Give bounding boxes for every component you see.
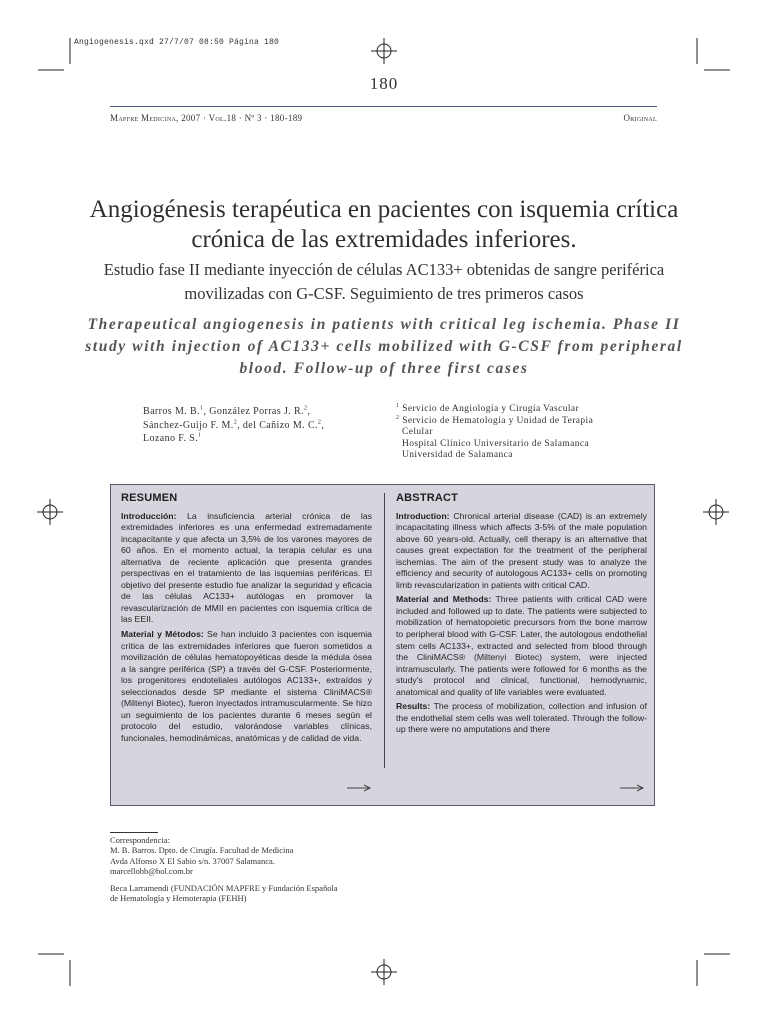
continue-arrow-icon: [619, 783, 645, 793]
author-name: del Cañizo M. C.: [242, 419, 318, 431]
author-name: Lozano F. S.: [143, 433, 199, 444]
affiliations: [396, 404, 656, 462]
abstract-methods: Material and Methods: Three patients with critical CAD were included and followed up to date. The patients were subjected to mobilization of hematopoietic precursors from the bone marrow to peripheral blood with G-CSF. Later, the autologous endothelial stem cells AC133+, extracted and selected from blood through the CliniMACS® (Miltenyi Biotec) system, were injected intramuscularly. The patients were followed for 6 months as the study's protocol and clinical, functional, hemodynamic, anatomical and quality of life variables were evaluated.: [396, 594, 647, 697]
english-title: Therapeutical angiogenesis in patients with critical leg ischemia. Phase II study with injection of AC133+ cells mobilized with G-CSF from peripheral blood. Follow-up of three first cases: [85, 316, 683, 377]
affiliation-line: Servicio de Hematología y Unidad de Terapia: [402, 415, 594, 426]
page-number: 180: [369, 74, 399, 93]
abstract-results: Results: The process of mobilization, collection and infusion of the endothelial stem cells was well tolerated. Through the follow-up there were no amputations and there: [396, 701, 647, 735]
funding-note: [110, 883, 410, 904]
author-affiliation-mark: 2: [304, 405, 308, 412]
correspondence: [110, 832, 410, 877]
section-label: Introduction:: [396, 510, 450, 521]
correspondence-line: Avda Alfonso X El Sabio s/n. 37007 Salamanca.: [110, 855, 275, 866]
resumen-methods: Material y Métodos: Se han incluido 3 pacientes con isquemia crítica de las extremidades inferiores que fueron sometidos a movilización de células hematopoyéticas desde la médula ósea a la sangre periférica (SP) a través del G-CSF. Posteriormente, los progenitores endoteliales autólogos AC133+, extraídos y seleccionados desde SP mediante el sistema CliniMACS® (Miltenyi Biotec), fueron inyectados intramuscularmente. Se hizo un seguimiento de los pacientes durante 6 meses según el protocolo del estudio, valorándose variables clínicas, funcionales, hemodinámicas, anatómicas y de calidad de vida.: [121, 629, 372, 743]
affiliation-mark: 1: [396, 402, 400, 409]
affiliation-line: Hospital Clínico Universitario de Salamanca: [402, 438, 590, 449]
section-label: Material and Methods:: [396, 594, 492, 605]
correspondence-email: marcellobb@bol.com.br: [110, 866, 193, 877]
resumen-column: [121, 493, 372, 747]
column-divider: [384, 493, 385, 768]
article-subtitle: Estudio fase II mediante inyección de células AC133+ obtenidas de sangre periférica movilizadas con G-CSF. Seguimiento de tres primeros casos: [103, 260, 665, 303]
author-name: Barros M. B.: [143, 406, 201, 417]
abstract-introduction: Introduction: Chronical arterial disease (CAD) is an extremely incapacitating illness which affects 3-5% of the male population above 60 years-old. Actually, cell therapy is an alternative that causes great expectation for the treatment of the peripheral ischemias. The aim of the present study was to analyze the efficiency and security of autologous AC133+ cells on promoting limb revascularization in patients with critical CAD.: [396, 510, 647, 590]
header-rule: [110, 106, 657, 107]
author-name: Sánchez-Guijo F. M.: [143, 419, 234, 431]
author-affiliation-mark: 2: [233, 419, 238, 426]
affiliation-line: Universidad de Salamanca: [402, 450, 513, 460]
article-title: Angiogénesis terapéutica en pacientes con isquemia crítica crónica de las extremidades inferiores.: [89, 196, 679, 253]
author-affiliation-mark: 1: [200, 405, 204, 412]
author-affiliation-mark: 2: [317, 419, 322, 426]
continue-arrow-icon: [346, 783, 372, 793]
running-head: [110, 113, 657, 127]
resumen-heading: RESUMEN: [121, 492, 178, 504]
journal-citation: Mapfre Medicina, 2007 · Vol.18 · Nº 3 · 180-189: [110, 113, 303, 123]
resumen-introduction: Introducción: La insuficiencia arterial crónica de las extremidades inferiores es una enfermedad extremadamente incapacitante y que afecta un 3,5% de los varones mayores de 60 años. En el momento actual, la terapia celular es una alternativa de reciente aplicación que presenta grandes perspectivas en el tratamiento de las isquemias periféricas. El objetivo del presente estudio fue analizar la seguridad y eficacia de las células AC133+ autólogas en promover la revascularización de MMII en pacientes con isquemia crítica de las EEII.: [121, 510, 372, 625]
section-label: Introducción:: [121, 510, 177, 521]
print-slug: Angiogenesis.qxd 27/7/07 08:50 Página 180: [74, 38, 280, 47]
affiliation-line: Celular: [402, 427, 433, 437]
author-list: Barros M. B.$^1$, González Porras J. R.$^2$, Sánchez-Guijo F. M.$^2$, del Cañizo M. C.$^2$, Lozano F. S.$^1$: [143, 405, 325, 444]
correspondence-label: Correspondencia:: [110, 835, 170, 845]
section-label: Results:: [396, 701, 431, 712]
abstract-heading: ABSTRACT: [396, 492, 459, 504]
section-label: Material y Métodos:: [121, 629, 204, 640]
abstract-box: [110, 484, 655, 806]
affiliation-mark: 2: [396, 414, 400, 421]
footnote-rule: [110, 832, 158, 833]
abstract-column: [396, 493, 647, 739]
affiliation-line: Servicio de Angiología y Cirugía Vascular: [402, 404, 580, 414]
funding-line: Beca Larramendi (FUNDACIÓN MAPFRE y Fundación Española: [110, 883, 338, 893]
author-name: González Porras J. R.: [209, 406, 305, 417]
author-affiliation-mark: 1: [198, 432, 202, 439]
section-label: Original: [623, 113, 657, 123]
correspondence-line: M. B. Barros. Dpto. de Cirugía. Facultad de Medicina: [110, 845, 294, 856]
funding-line: de Hematología y Hemoterapia (FEHH): [110, 893, 247, 904]
